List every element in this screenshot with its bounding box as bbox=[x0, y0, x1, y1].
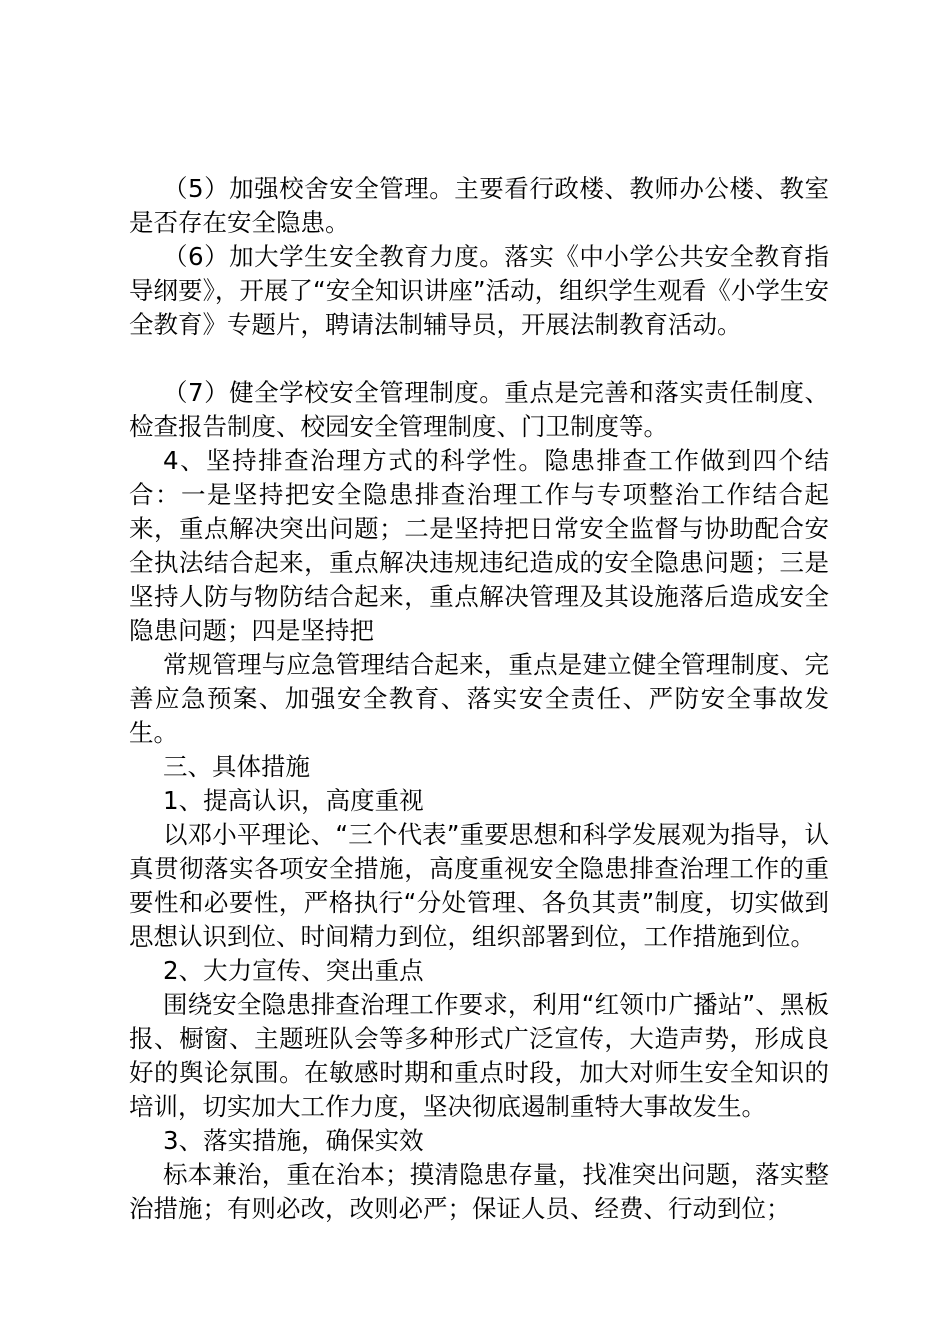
subheading-measure-3: 3、落实措施，确保实效 bbox=[163, 1126, 424, 1155]
subheading-measure-2: 2、大力宣传、突出重点 bbox=[163, 956, 424, 985]
subheading-measure-1: 1、提高认识，高度重视 bbox=[163, 786, 424, 815]
paragraph-measure-3: 标本兼治，重在治本；摸清隐患存量，找准突出问题，落实整治措施；有则必改，改则必严；保证人员、经费、行动到位； bbox=[129, 1160, 829, 1223]
paragraph-measure-1: 以邓小平理论、“三个代表”重要思想和科学发展观为指导，认真贯彻落实各项安全措施，高度重视安全隐患排查治理工作的重要性和必要性，严格执行“分处管理、各负其责”制度，切实做到思想认识到位、时间精力到位，组织部署到位，工作措施到位。 bbox=[129, 820, 829, 951]
paragraph-item-5: （5）加强校舍安全管理。主要看行政楼、教师办公楼、教室是否存在安全隐患。 bbox=[129, 174, 829, 237]
paragraph-measure-2: 围绕安全隐患排查治理工作要求，利用“红领巾广播站”、黑板报、橱窗、主题班队会等多种形式广泛宣传，大造声势，形成良好的舆论氛围。在敏感时期和重点时段，加大对师生安全知识的培训，切实加大工作力度，坚决彻底遏制重特大事故发生。 bbox=[129, 990, 829, 1121]
paragraph-item-7: （7）健全学校安全管理制度。重点是完善和落实责任制度、检查报告制度、校园安全管理制度、门卫制度等。 bbox=[129, 378, 829, 441]
document-body bbox=[129, 172, 829, 1226]
paragraph-point-4: 4、坚持排查治理方式的科学性。隐患排查工作做到四个结合：一是坚持把安全隐患排查治理工作与专项整治工作结合起来，重点解决突出问题；二是坚持把日常安全监督与协助配合安全执法结合起来，重点解决违规违纪造成的安全隐患问题；三是坚持人防与物防结合起来，重点解决管理及其设施落后造成安全隐患问题；四是坚持把 bbox=[129, 446, 829, 645]
section-heading-measures: 三、具体措施 bbox=[163, 752, 310, 781]
paragraph-item-6: （6）加大学生安全教育力度。落实《中小学公共安全教育指导纲要》，开展了“安全知识讲座”活动，组织学生观看《小学生安全教育》专题片，聘请法制辅导员，开展法制教育活动。 bbox=[129, 242, 829, 339]
paragraph-point-4-continued: 常规管理与应急管理结合起来，重点是建立健全管理制度、完善应急预案、加强安全教育、落实安全责任、严防安全事故发生。 bbox=[129, 650, 829, 747]
